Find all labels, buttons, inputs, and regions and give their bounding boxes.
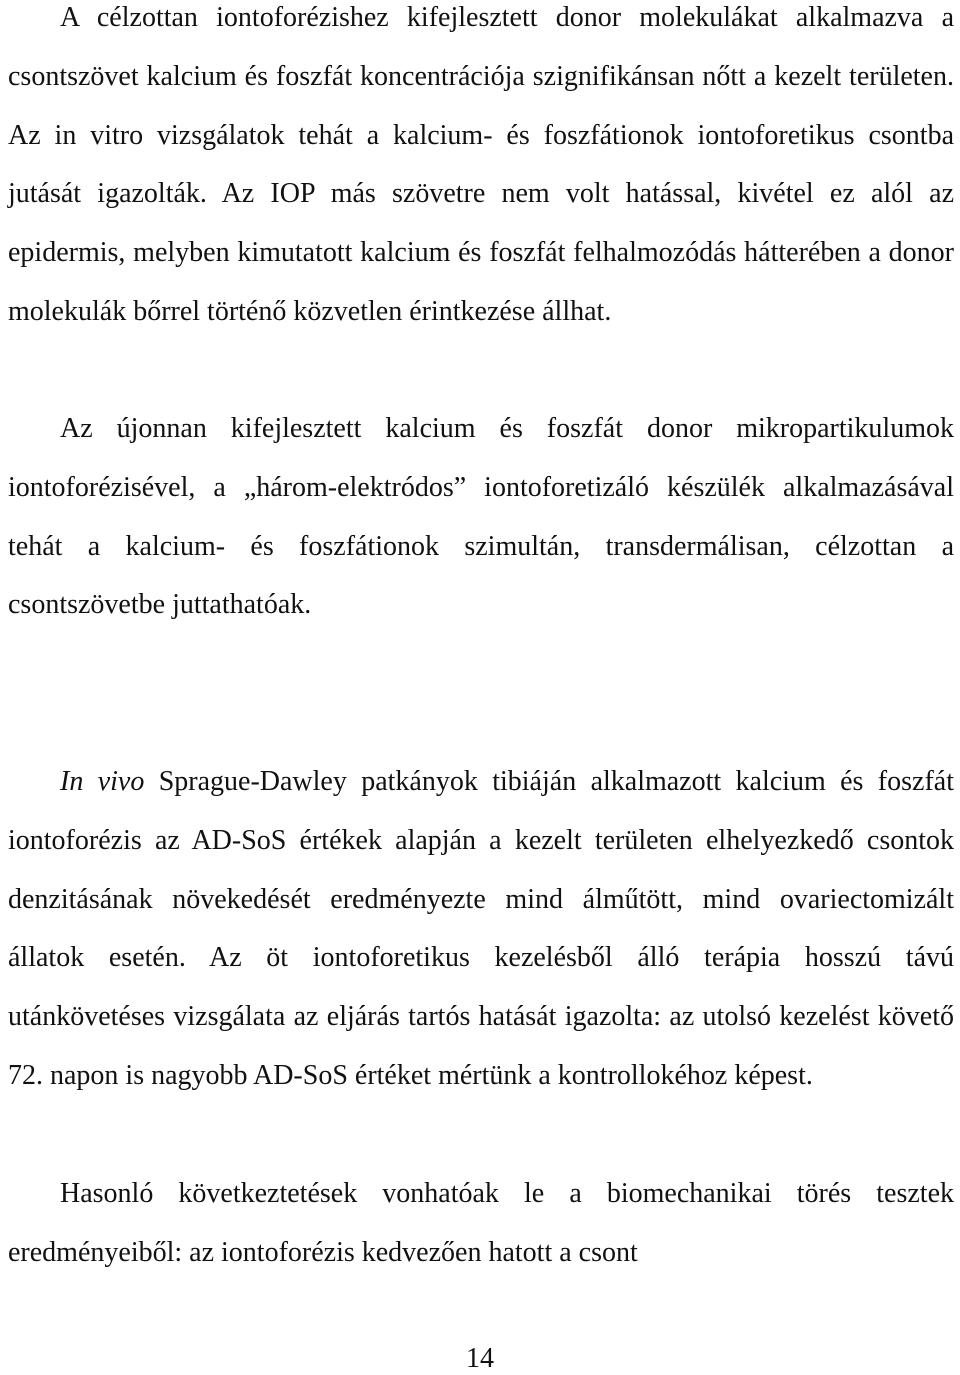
paragraph-iontophoresis-in-vitro-results: A célzottan iontoforézishez kifejlesztett donor molekulákat alkalmazva a csontszövet kalcium és foszfát koncentrációja szignifikánsan nőtt a kezelt területen. Az in vitro vizsgálatok tehát a kalcium- és foszfátionok iontoforetikus csontba jutását igazolták. Az IOP más szövetre nem volt hatással, kivétel ez alól az epidermis, melyben kimutatott kalcium és foszfát felhalmozódás hátterében a donor molekulák bőrrel történő közvetlen érintkezése állhat. — [8, 2, 954, 327]
page-number: 14 — [466, 1343, 494, 1374]
paragraph-in-vivo-results — [8, 753, 954, 1106]
paragraph-microparticles-conclusion: Az újonnan kifejlesztett kalcium és foszfát donor mikropartikulumok iontoforézisével, a „három-elektródos” iontoforetizáló készülék alkalmazásával tehát a kalcium- és foszfátionok szimultán, transdermálisan, célzottan a csontszövetbe juttathatóak. — [8, 413, 954, 621]
paragraph-biomechanical-tests: Hasonló következtetések vonhatóak le a biomechanikai törés tesztek eredményeiből: az iontoforézis kedvezően hatott a csont — [8, 1178, 954, 1268]
paragraph-in-vivo-body: Sprague-Dawley patkányok tibiáján alkalmazott kalcium és foszfát iontoforézis az AD-SoS értékek alapján a kezelt területen elhelyezkedő csontok denzitásának növekedését eredményezte mind álműtött, mind ovariectomizált állatok esetén. Az öt iontoforetikus kezelésből álló terápia hosszú távú utánkövetéses vizsgálata az eljárás tartós hatását igazolta: az utolsó kezelést követő 72. napon is nagyobb AD-SoS értéket mértünk a kontrollokéhoz képest. — [8, 766, 954, 1091]
italic-in-vivo: In vivo — [60, 766, 145, 797]
